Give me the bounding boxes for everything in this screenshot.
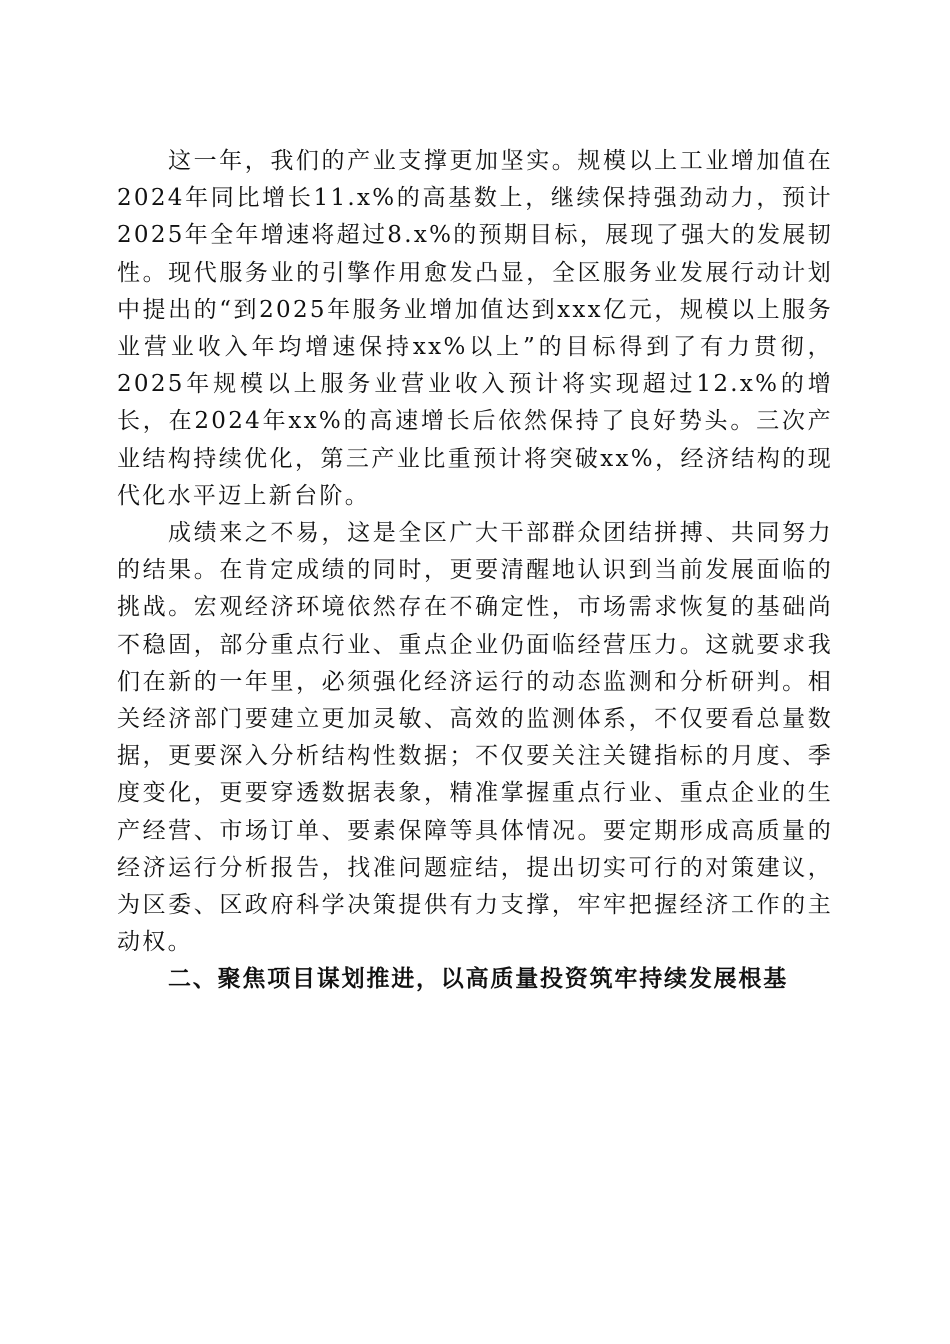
paragraph-achievements-challenges: 成绩来之不易，这是全区广大干部群众团结拼搏、共同努力的结果。在肯定成绩的同时，更要清醒地认识到当前发展面临的挑战。宏观经济环境依然存在不确定性，市场需求恢复的基础尚不稳固，部分重点行业、重点企业仍面临经营压力。这就要求我们在新的一年里，必须强化经济运行的动态监测和分析研判。相关经济部门要建立更加灵敏、高效的监测体系，不仅要看总量数据，更要深入分析结构性数据；不仅要关注关键指标的月度、季度变化，更要穿透数据表象，精准掌握重点行业、重点企业的生产经营、市场订单、要素保障等具体情况。要定期形成高质量的经济运行分析报告，找准问题症结，提出切实可行的对策建议，为区委、区政府科学决策提供有力支撑，牢牢把握经济工作的主动权。 <box>117 520 833 956</box>
document-body <box>117 143 833 999</box>
section-heading: 二、聚焦项目谋划推进，以高质量投资筑牢持续发展根基 <box>168 966 788 993</box>
paragraph-industry-support: 这一年，我们的产业支撑更加坚实。规模以上工业增加值在2024年同比增长11.x%的高基数上，继续保持强劲动力，预计2025年全年增速将超过8.x%的预期目标，展现了强大的发展韧性。现代服务业的引擎作用愈发凸显，全区服务业发展行动计划中提出的“到2025年服务业增加值达到xxx亿元，规模以上服务业营业收入年均增速保持xx%以上”的目标得到了有力贯彻，2025年规模以上服务业营业收入预计将实现超过12.x%的增长，在2024年xx%的高速增长后依然保持了良好势头。三次产业结构持续优化，第三产业比重预计将突破xx%，经济结构的现代化水平迈上新台阶。 <box>117 148 833 509</box>
